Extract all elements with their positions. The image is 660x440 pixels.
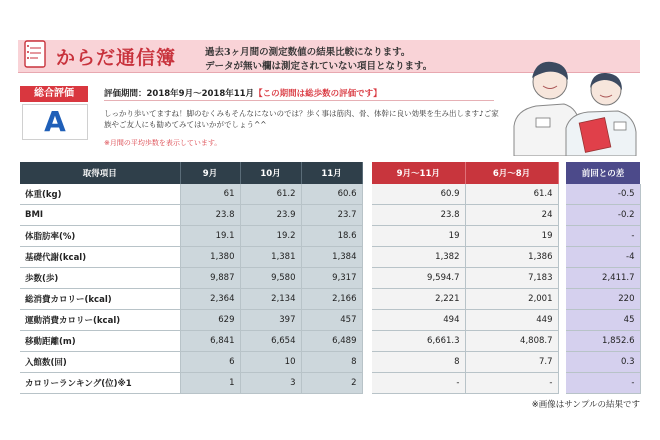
month-value: 61.2 xyxy=(240,184,301,205)
period-average-value: 61.4 xyxy=(465,184,558,205)
period-average-value: 24 xyxy=(465,205,558,226)
period-average-value: 23.8 xyxy=(372,205,465,226)
period-average-value: - xyxy=(465,373,558,394)
row-label: カロリーランキング(位)※1 xyxy=(20,373,180,394)
row-label: 体重(kg) xyxy=(20,184,180,205)
difference-value: -0.5 xyxy=(566,184,640,205)
table-row xyxy=(20,184,362,205)
table-row xyxy=(566,247,640,268)
month-value: 23.8 xyxy=(180,205,240,226)
table-row xyxy=(372,310,558,331)
overall-grade: A xyxy=(22,104,88,140)
table-row xyxy=(566,352,640,373)
difference-value: 0.3 xyxy=(566,352,640,373)
table-row xyxy=(372,268,558,289)
month-value: 23.7 xyxy=(301,205,362,226)
comment-line-2: 族やご友人にも勧めてみてはいかがでしょう^^ xyxy=(104,120,267,129)
table-row xyxy=(20,247,362,268)
month-value: 6,841 xyxy=(180,331,240,352)
table-row xyxy=(372,184,558,205)
difference-table xyxy=(566,162,641,394)
period-average-value: 6,661.3 xyxy=(372,331,465,352)
row-label: 基礎代謝(kcal) xyxy=(20,247,180,268)
compare-header-cell: 6月〜8月 xyxy=(465,162,558,184)
intro-line-1: 過去3ヶ月間の測定数値の結果比較になります。 xyxy=(205,47,411,58)
period-average-value: 7.7 xyxy=(465,352,558,373)
table-row xyxy=(372,331,558,352)
table-row xyxy=(372,289,558,310)
period-average-value: 4,808.7 xyxy=(465,331,558,352)
month-value: 61 xyxy=(180,184,240,205)
table-row xyxy=(20,352,362,373)
period-note: 【この期間は総歩数の評価です】 xyxy=(254,89,382,99)
month-value: 1,384 xyxy=(301,247,362,268)
table-row xyxy=(566,310,640,331)
comment-line-1: しっかり歩いてますね！脚のむくみもそんなにないのでは？歩く事は筋肉、骨、体幹に良い効果を生み出します♪ご家 xyxy=(104,109,499,118)
table-row xyxy=(566,289,640,310)
table-row xyxy=(372,226,558,247)
table-row xyxy=(20,268,362,289)
table-row xyxy=(20,310,362,331)
compare-header-cell: 9月〜11月 xyxy=(372,162,465,184)
month-value: 2,364 xyxy=(180,289,240,310)
row-label: 入館数(回) xyxy=(20,352,180,373)
difference-value: 220 xyxy=(566,289,640,310)
table-row xyxy=(20,226,362,247)
main-header-cell: 10月 xyxy=(240,162,301,184)
divider xyxy=(104,100,494,101)
month-value: 6,654 xyxy=(240,331,301,352)
row-label: 移動距離(m) xyxy=(20,331,180,352)
period-label: 評価期間：2018年9月〜2018年11月 xyxy=(104,89,255,99)
period-average-value: 1,382 xyxy=(372,247,465,268)
month-value: 629 xyxy=(180,310,240,331)
month-value: 1,381 xyxy=(240,247,301,268)
table-row xyxy=(372,247,558,268)
row-label: 体脂肪率(%) xyxy=(20,226,180,247)
month-value: 19.2 xyxy=(240,226,301,247)
period-average-value: 1,386 xyxy=(465,247,558,268)
table-row xyxy=(372,373,558,394)
month-value: 2,166 xyxy=(301,289,362,310)
table-row xyxy=(566,205,640,226)
table-row xyxy=(372,205,558,226)
period-average-value: 19 xyxy=(372,226,465,247)
row-label: 運動消費カロリー(kcal) xyxy=(20,310,180,331)
table-row xyxy=(20,331,362,352)
month-value: 2,134 xyxy=(240,289,301,310)
row-label: 総消費カロリー(kcal) xyxy=(20,289,180,310)
sample-footnote: ※画像はサンプルの結果です xyxy=(531,400,640,410)
diff-header: 前回との差 xyxy=(566,162,640,184)
table-row xyxy=(20,373,362,394)
month-value: 23.9 xyxy=(240,205,301,226)
table-row xyxy=(372,352,558,373)
difference-value: - xyxy=(566,226,640,247)
difference-value: -0.2 xyxy=(566,205,640,226)
main-header-cell: 11月 xyxy=(301,162,362,184)
month-value: 457 xyxy=(301,310,362,331)
month-value: 60.6 xyxy=(301,184,362,205)
month-value: 9,580 xyxy=(240,268,301,289)
period-average-value: 494 xyxy=(372,310,465,331)
month-value: 6,489 xyxy=(301,331,362,352)
page-title: からだ通信簿 xyxy=(56,47,177,69)
table-row xyxy=(566,184,640,205)
month-value: 3 xyxy=(240,373,301,394)
month-value: 8 xyxy=(301,352,362,373)
period-average-value: - xyxy=(372,373,465,394)
period-comparison-table xyxy=(372,162,559,394)
table-row xyxy=(566,373,640,394)
overall-evaluation-label: 総合評価 xyxy=(20,86,88,102)
table-row xyxy=(20,205,362,226)
difference-value: 2,411.7 xyxy=(566,268,640,289)
staff-illustration-icon xyxy=(506,48,640,156)
main-header-cell: 9月 xyxy=(180,162,240,184)
month-value: 9,887 xyxy=(180,268,240,289)
period-average-value: 2,001 xyxy=(465,289,558,310)
period-average-value: 19 xyxy=(465,226,558,247)
row-label: BMI xyxy=(20,205,180,226)
month-value: 9,317 xyxy=(301,268,362,289)
main-header-cell: 取得項目 xyxy=(20,162,180,184)
row-label: 歩数(歩) xyxy=(20,268,180,289)
period-average-value: 8 xyxy=(372,352,465,373)
average-steps-note: ※月間の平均歩数を表示しています。 xyxy=(104,139,222,147)
notebook-icon xyxy=(22,38,48,70)
table-row xyxy=(566,268,640,289)
difference-value: -4 xyxy=(566,247,640,268)
month-value: 19.1 xyxy=(180,226,240,247)
month-value: 10 xyxy=(240,352,301,373)
table-row xyxy=(20,289,362,310)
month-value: 6 xyxy=(180,352,240,373)
period-average-value: 60.9 xyxy=(372,184,465,205)
intro-line-2: データが無い欄は測定されていない項目となります。 xyxy=(205,61,433,72)
month-value: 397 xyxy=(240,310,301,331)
period-average-value: 449 xyxy=(465,310,558,331)
difference-value: 1,852.6 xyxy=(566,331,640,352)
period-average-value: 7,183 xyxy=(465,268,558,289)
table-row xyxy=(566,331,640,352)
month-value: 2 xyxy=(301,373,362,394)
evaluation-period xyxy=(104,87,382,99)
period-average-value: 2,221 xyxy=(372,289,465,310)
measurement-table xyxy=(20,162,363,394)
table-row xyxy=(566,226,640,247)
month-value: 1,380 xyxy=(180,247,240,268)
difference-value: - xyxy=(566,373,640,394)
difference-value: 45 xyxy=(566,310,640,331)
month-value: 18.6 xyxy=(301,226,362,247)
period-average-value: 9,594.7 xyxy=(372,268,465,289)
month-value: 1 xyxy=(180,373,240,394)
